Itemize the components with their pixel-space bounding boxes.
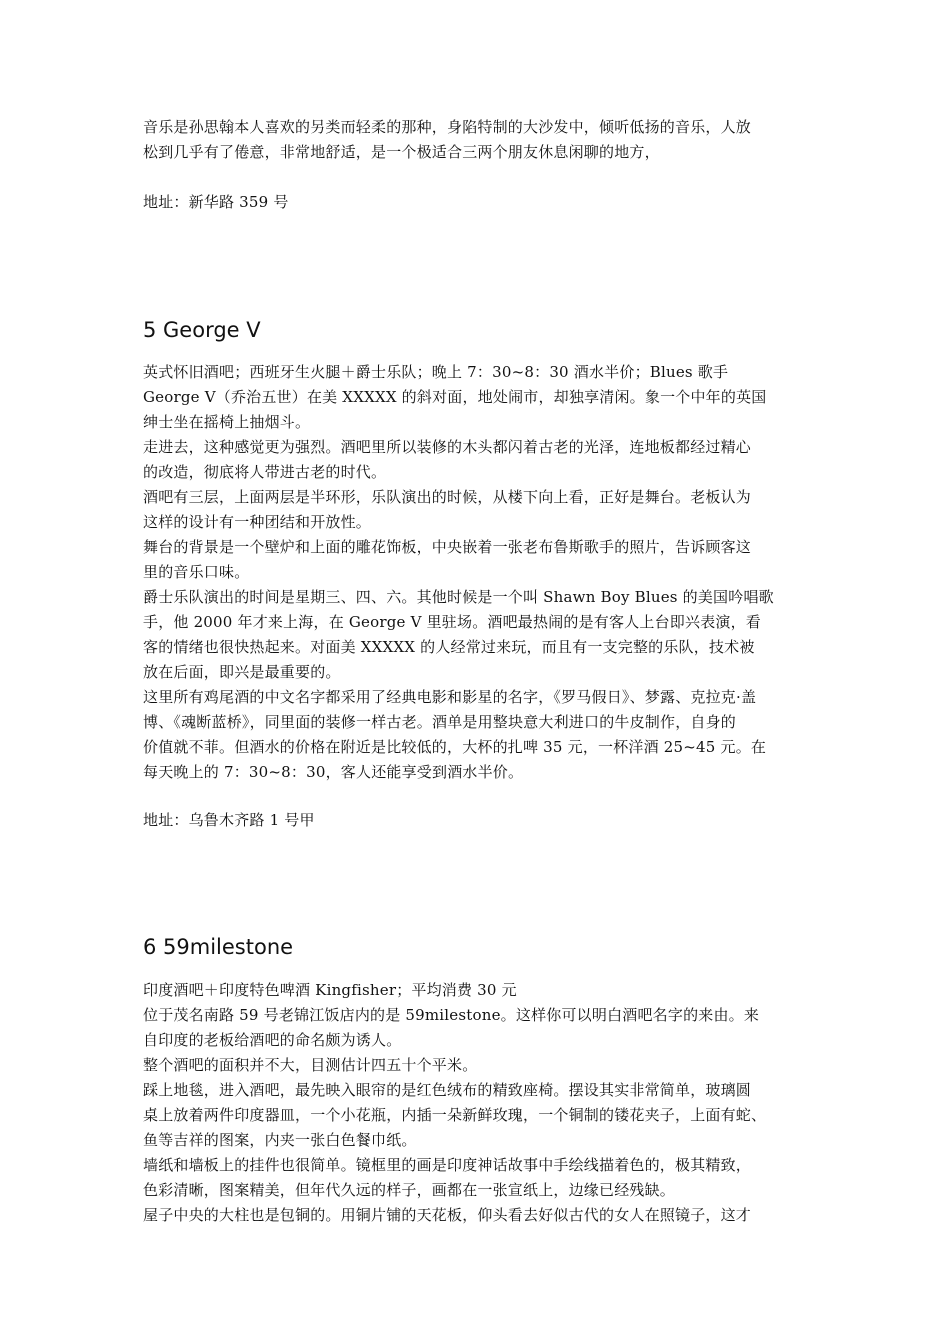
intro-paragraph (143, 115, 808, 165)
body-line: 这里所有鸡尾酒的中文名字都采用了经典电影和影星的名字，《罗马假日》、梦露、克拉克·盖 (143, 688, 757, 706)
body-line: 绅士坐在摇椅上抽烟斗。 (143, 413, 311, 431)
body-line: 自印度的老板给酒吧的命名颇为诱人。 (143, 1031, 402, 1049)
body-line: 舞台的背景是一个壁炉和上面的雕花饰板，中央嵌着一张老布鲁斯歌手的照片，告诉顾客这 (143, 538, 752, 556)
body-line: 桌上放着两件印度器皿，一个小花瓶，内插一朵新鲜玫瑰，一个铜制的镂花夹子，上面有蛇、 (143, 1106, 767, 1124)
body-line: 价值就不菲。但酒水的价格在附近是比较低的，大杯的扎啤 35 元，一杯洋酒 25~45 元。在 (143, 738, 767, 756)
body-line: 手，他 2000 年才来上海，在 George V 里驻场。酒吧最热闹的是有客人上台即兴表演，看 (143, 613, 761, 631)
body-line: 的改造，彻底将人带进古老的时代。 (143, 463, 387, 481)
body-line: 踩上地毯，进入酒吧，最先映入眼帘的是红色绒布的精致座椅。摆设其实非常简单，玻璃圆 (143, 1081, 752, 1099)
intro-address: 地址：新华路 359 号 (143, 193, 289, 211)
body-line: 英式怀旧酒吧；西班牙生火腿＋爵士乐队；晚上 7：30~8：30 酒水半价；Blues 歌手 (143, 363, 729, 381)
body-line: 屋子中央的大柱也是包铜的。用铜片铺的天花板，仰头看去好似古代的女人在照镜子，这才 (143, 1206, 752, 1224)
section-5-heading: 5 George V (143, 318, 261, 342)
body-line: 走进去，这种感觉更为强烈。酒吧里所以装修的木头都闪着古老的光泽，连地板都经过精心 (143, 438, 752, 456)
section-6-heading: 6 59milestone (143, 935, 294, 959)
body-line: 印度酒吧＋印度特色啤酒 Kingfisher；平均消费 30 元 (143, 981, 517, 999)
body-line: 每天晚上的 7：30~8：30，客人还能享受到酒水半价。 (143, 763, 524, 781)
section-5-address: 地址：乌鲁木齐路 1 号甲 (143, 811, 315, 829)
body-line: 酒吧有三层，上面两层是半环形，乐队演出的时候，从楼下向上看，正好是舞台。老板认为 (143, 488, 752, 506)
intro-line: 音乐是孙思翰本人喜欢的另类而轻柔的那种，身陷特制的大沙发中，倾听低扬的音乐，人放 (143, 118, 752, 136)
section-5-body (143, 360, 808, 785)
body-line: 里的音乐口味。 (143, 563, 250, 581)
body-line: 客的情绪也很快热起来。对面美 XXXXX 的人经常过来玩，而且有一支完整的乐队，技术被 (143, 638, 755, 656)
intro-line: 松到几乎有了倦意，非常地舒适，是一个极适合三两个朋友休息闲聊的地方， (143, 143, 660, 161)
body-line: 博、《魂断蓝桥》，同里面的装修一样古老。酒单是用整块意大利进口的牛皮制作，自身的 (143, 713, 737, 731)
body-line: 色彩清晰，图案精美，但年代久远的样子，画都在一张宣纸上，边缘已经残缺。 (143, 1181, 676, 1199)
body-line: 鱼等吉祥的图案，内夹一张白色餐巾纸。 (143, 1131, 417, 1149)
body-line: 这样的设计有一种团结和开放性。 (143, 513, 372, 531)
body-line: 放在后面，即兴是最重要的。 (143, 663, 341, 681)
body-line: 位于茂名南路 59 号老锦江饭店内的是 59milestone。这样你可以明白酒吧名字的来由。来 (143, 1006, 760, 1024)
section-6-body (143, 978, 808, 1228)
body-line: 整个酒吧的面积并不大，目测估计四五十个平米。 (143, 1056, 478, 1074)
body-line: George V（乔治五世）在美 XXXXX 的斜对面，地处闹市，却独享清闲。象一个中年的英国 (143, 388, 767, 406)
body-line: 墙纸和墙板上的挂件也很简单。镜框里的画是印度神话故事中手绘线描着色的，极其精致， (143, 1156, 752, 1174)
body-line: 爵士乐队演出的时间是星期三、四、六。其他时候是一个叫 Shawn Boy Blues 的美国吟唱歌 (143, 588, 774, 606)
